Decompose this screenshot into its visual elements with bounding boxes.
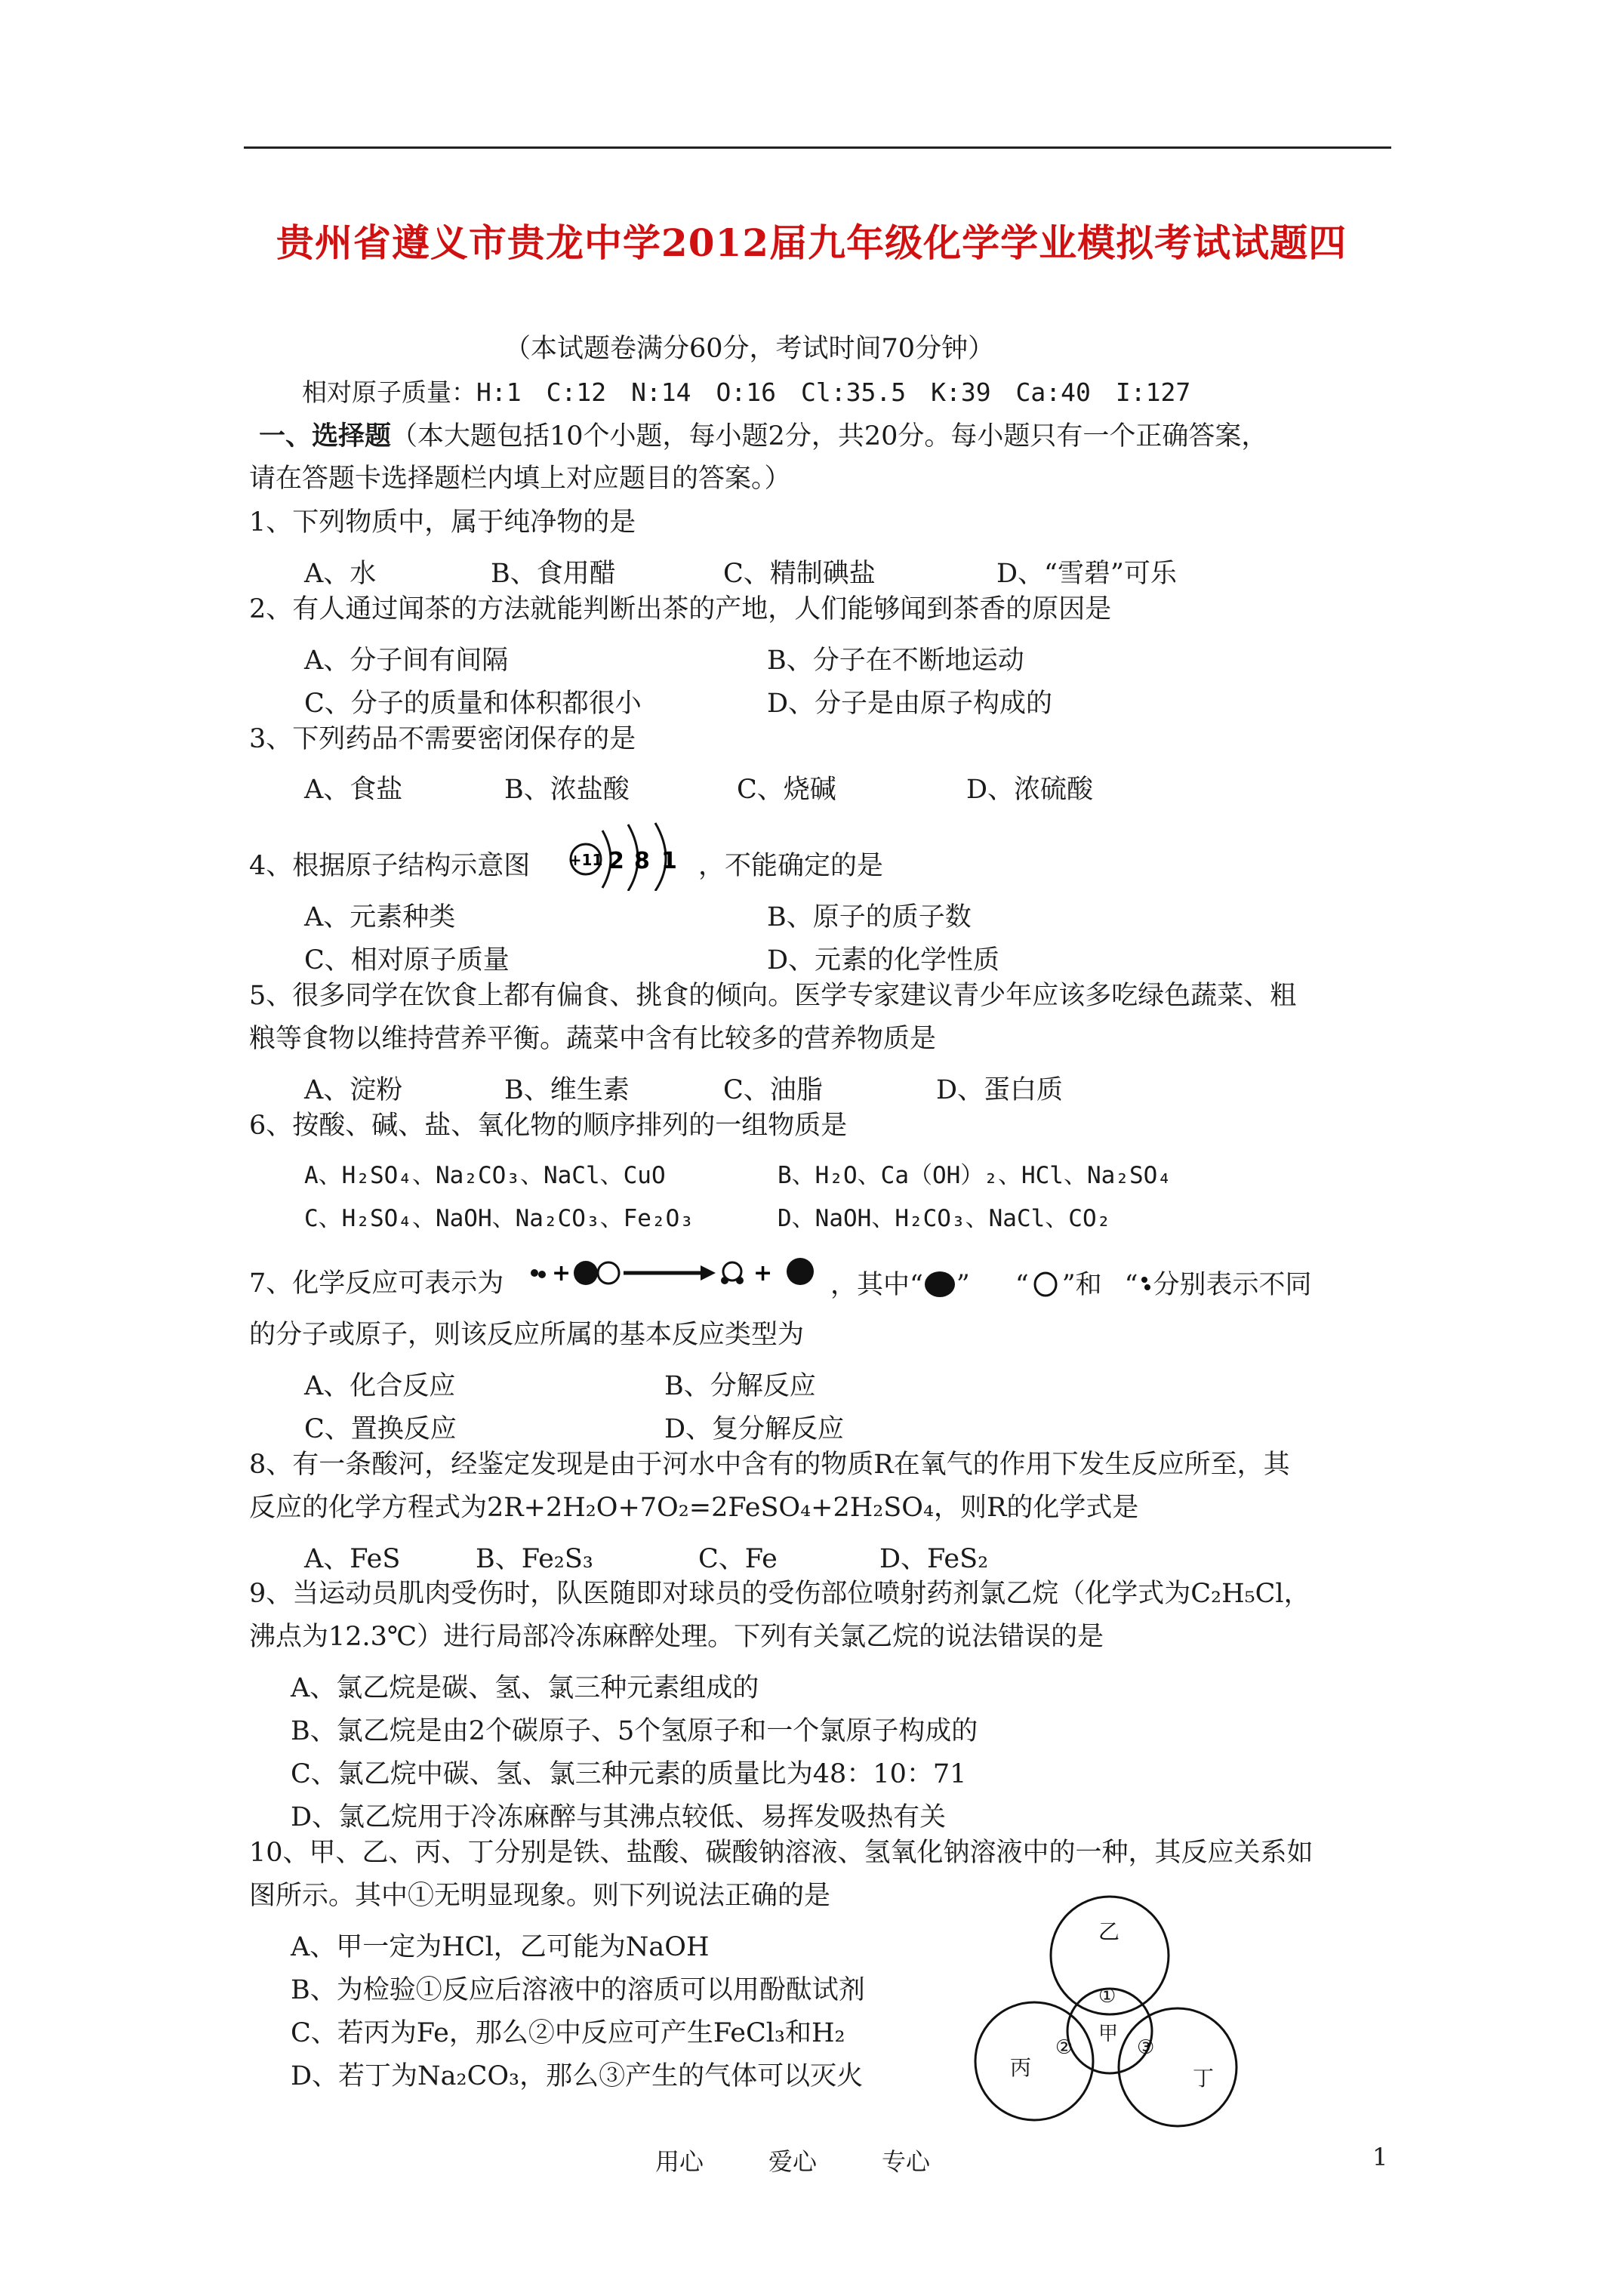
venn-relation-diagram <box>974 1872 1261 2144</box>
q4-option-c[interactable]: C、相对原子质量 <box>304 945 510 975</box>
q9-option-d[interactable]: D、氯乙烷用于冷冻麻醉与其沸点较低、易挥发吸热有关 <box>291 1802 947 1832</box>
q2-option-d[interactable]: D、分子是由原子构成的 <box>767 689 1053 719</box>
q8-stem-2: 反应的化学方程式为2R+2H₂O+7O₂=2FeSO₄+2H₂SO₄，则R的化学式是 <box>249 1493 1139 1523</box>
q1-option-a[interactable]: A、水 <box>304 559 377 589</box>
shell-1-label: 2 <box>608 848 624 874</box>
q5-option-c[interactable]: C、油脂 <box>723 1075 823 1105</box>
q6-option-b[interactable]: B、H₂O、Ca（OH）₂、HCl、Na₂SO₄ <box>778 1162 1172 1189</box>
q6-option-a[interactable]: A、H₂SO₄、Na₂CO₃、NaCl、CuO <box>304 1162 666 1189</box>
svg-text:+: + <box>552 1260 571 1287</box>
small-dot-icon <box>531 1269 538 1277</box>
q8-stem-1: 8、有一条酸河，经鉴定发现是由于河水中含有的物质R在氧气的作用下发生反应所至，其 <box>249 1450 1290 1480</box>
black-ball-legend-icon <box>923 1271 956 1298</box>
circle-bing <box>975 2002 1093 2120</box>
q10-option-d[interactable]: D、若丁为Na₂CO₃，那么③产生的气体可以灭火 <box>291 2061 864 2091</box>
reaction-diagram <box>527 1246 829 1299</box>
label-m2: ② <box>1055 2036 1073 2059</box>
q6-option-d[interactable]: D、NaOH、H₂CO₃、NaCl、CO₂ <box>778 1205 1111 1232</box>
q7-option-b[interactable]: B、分解反应 <box>664 1371 816 1401</box>
footer-word-3: 专心 <box>882 2147 931 2176</box>
q10-stem-2: 图所示。其中①无明显现象。则下列说法正确的是 <box>249 1881 831 1911</box>
q1-option-b[interactable]: B、食用醋 <box>491 559 616 589</box>
q2-option-c[interactable]: C、分子的质量和体积都很小 <box>304 689 642 719</box>
q7-quote-close-2: ”和 <box>1061 1270 1102 1300</box>
section-desc-2: 请在答题卡选择题栏内填上对应题目的答案。） <box>249 464 791 494</box>
label-ding: 丁 <box>1193 2066 1215 2091</box>
q1-option-d[interactable]: D、“雪碧”可乐 <box>996 559 1177 589</box>
section-desc: （本大题包括10个小题，每小题2分，共20分。每小题只有一个正确答案， <box>391 421 1268 451</box>
label-bing: 丙 <box>1010 2055 1032 2080</box>
q7-quote-open-2: “ <box>1015 1270 1029 1300</box>
label-m1: ① <box>1098 1985 1116 2008</box>
page-number: 1 <box>1372 2143 1388 2171</box>
q4-option-b[interactable]: B、原子的质子数 <box>767 902 972 932</box>
q2-option-a[interactable]: A、分子间有间隔 <box>304 646 509 676</box>
q7-quote-close-1: ” <box>956 1270 970 1300</box>
nucleus-label: +11 <box>568 851 603 869</box>
footer-word-1: 用心 <box>655 2147 704 2176</box>
white-ball-icon <box>598 1262 619 1284</box>
q10-option-a[interactable]: A、甲一定为HCl，乙可能为NaOH <box>291 1932 710 1962</box>
q8-option-c[interactable]: C、Fe <box>698 1544 778 1574</box>
q8-option-a[interactable]: A、FeS <box>304 1544 401 1574</box>
label-yi: 乙 <box>1098 1919 1120 1944</box>
black-ball-icon <box>574 1261 598 1285</box>
q8-option-b[interactable]: B、Fe₂S₃ <box>476 1544 593 1574</box>
q6-option-c[interactable]: C、H₂SO₄、NaOH、Na₂CO₃、Fe₂O₃ <box>304 1205 694 1232</box>
atomic-mass-line: 相对原子质量：H:1 C:12 N:14 O:16 Cl:35.5 K:39 Ca:40 I:127 <box>302 378 1191 407</box>
exam-info: （本试题卷满分60分，考试时间70分钟） <box>504 334 995 364</box>
q5-option-b[interactable]: B、维生素 <box>504 1075 630 1105</box>
page-title: 贵州省遵义市贵龙中学2012届九年级化学学业模拟考试试题四 <box>276 220 1347 265</box>
q4-option-d[interactable]: D、元素的化学性质 <box>767 945 1000 975</box>
q3-option-b[interactable]: B、浓盐酸 <box>504 775 630 805</box>
white-ball-legend-icon <box>1029 1271 1062 1298</box>
q9-option-b[interactable]: B、氯乙烷是由2个碳原子、5个氢原子和一个氯原子构成的 <box>291 1716 978 1746</box>
q7-stem-pre: 7、化学反应可表示为 <box>249 1268 504 1299</box>
q1-option-c[interactable]: C、精制碘盐 <box>723 559 876 589</box>
svg-text:+: + <box>753 1260 773 1287</box>
q5-option-a[interactable]: A、淀粉 <box>304 1075 403 1105</box>
section-heading: 一、选择题 <box>259 421 392 451</box>
q7-stem-2: 的分子或原子，则该反应所属的基本反应类型为 <box>249 1320 805 1350</box>
q3-stem: 3、下列药品不需要密闭保存的是 <box>249 724 636 754</box>
footer-word-2: 爱心 <box>768 2147 818 2176</box>
q7-stem-post: 分别表示不同 <box>1153 1270 1312 1300</box>
circle-ding <box>1119 2008 1236 2126</box>
q4-stem-post: ，不能确定的是 <box>698 851 884 881</box>
header-rule <box>244 146 1391 149</box>
q9-stem-1: 9、当运动员肌肉受伤时，队医随即对球员的受伤部位喷射药剂氯乙烷（化学式为C₂H₅Cl， <box>249 1579 1310 1609</box>
q4-option-a[interactable]: A、元素种类 <box>304 902 456 932</box>
q4-stem-pre: 4、根据原子结构示意图 <box>249 851 531 881</box>
q10-option-b[interactable]: B、为检验①反应后溶液中的溶质可以用酚酞试剂 <box>291 1975 865 2005</box>
shell-2-label: 8 <box>634 848 650 874</box>
q3-option-c[interactable]: C、烧碱 <box>737 775 836 805</box>
q1-stem: 1、下列物质中，属于纯净物的是 <box>249 507 636 538</box>
q8-option-d[interactable]: D、FeS₂ <box>879 1544 989 1574</box>
q9-option-c[interactable]: C、氯乙烷中碳、氢、氯三种元素的质量比为48：10：71 <box>291 1759 967 1789</box>
q7-stem-mid: ，其中“ <box>830 1270 923 1300</box>
q3-option-d[interactable]: D、浓硫酸 <box>966 775 1094 805</box>
q5-option-d[interactable]: D、蛋白质 <box>936 1075 1064 1105</box>
q2-option-b[interactable]: B、分子在不断地运动 <box>767 646 1024 676</box>
q5-stem-2: 粮等食物以维持营养平衡。蔬菜中含有比较多的营养物质是 <box>249 1024 937 1054</box>
q2-stem: 2、有人通过闻茶的方法就能判断出茶的产地，人们能够闻到茶香的原因是 <box>249 594 1112 624</box>
small-dot-legend-icon <box>1138 1271 1153 1298</box>
q3-option-a[interactable]: A、食盐 <box>304 775 403 805</box>
q9-stem-2: 沸点为12.3℃）进行局部冷冻麻醉处理。下列有关氯乙烷的说法错误的是 <box>249 1622 1104 1652</box>
q7-option-d[interactable]: D、复分解反应 <box>664 1414 845 1444</box>
q10-stem-1: 10、甲、乙、丙、丁分别是铁、盐酸、碳酸钠溶液、氢氧化钠溶液中的一种，其反应关系如 <box>249 1838 1313 1868</box>
reaction-arrow-icon <box>701 1265 716 1281</box>
q7-quote-open-3: “ <box>1124 1270 1138 1300</box>
q5-stem-1: 5、很多同学在饮食上都有偏食、挑食的倾向。医学专家建议青少年应该多吃绿色蔬菜、粗 <box>249 981 1297 1011</box>
shell-3-label: 1 <box>661 848 677 874</box>
atom-structure-diagram <box>566 815 694 891</box>
label-jia: 甲 <box>1098 2023 1119 2045</box>
q7-option-c[interactable]: C、置换反应 <box>304 1414 457 1444</box>
q9-option-a[interactable]: A、氯乙烷是碳、氢、氯三种元素组成的 <box>291 1673 759 1703</box>
q7-option-a[interactable]: A、化合反应 <box>304 1371 456 1401</box>
q6-stem: 6、按酸、碱、盐、氧化物的顺序排列的一组物质是 <box>249 1111 848 1141</box>
q10-option-c[interactable]: C、若丙为Fe，那么②中反应可产生FeCl₃和H₂ <box>291 2018 845 2048</box>
label-m3: ③ <box>1137 2036 1155 2059</box>
